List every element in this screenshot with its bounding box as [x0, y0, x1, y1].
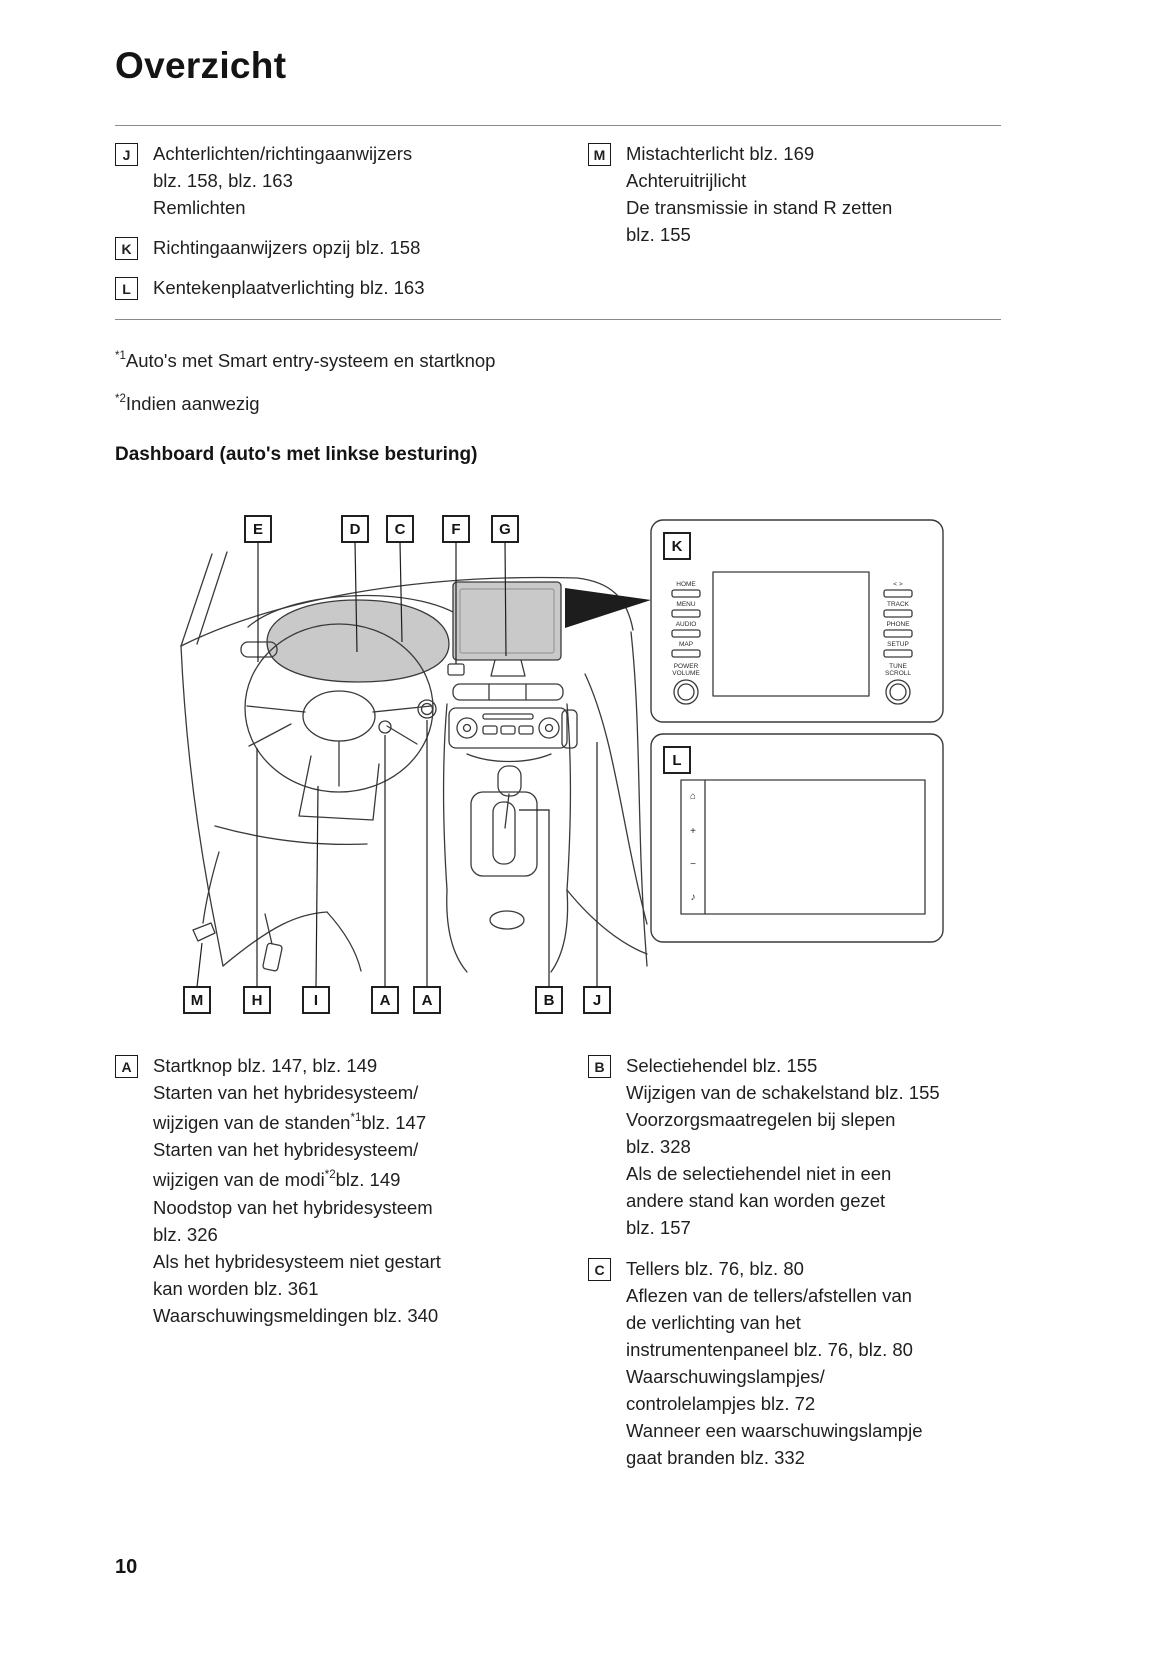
- page-number: 10: [115, 1556, 138, 1578]
- text-line: Selectiehendel blz. 155: [626, 1055, 818, 1077]
- text-line: Achteruitrijlicht: [626, 170, 747, 191]
- legend-item-l: [115, 274, 588, 301]
- dashboard-figure: [115, 494, 1001, 1034]
- legend-key-box: B: [588, 1055, 611, 1078]
- gear-shifter: [444, 704, 571, 972]
- callout-letter: E: [252, 521, 264, 539]
- page-title: Overzicht: [115, 45, 287, 86]
- legend-key-box: M: [588, 143, 611, 166]
- text-line: De transmissie in stand R zetten: [626, 197, 893, 218]
- text-line: blz. 157: [626, 1217, 691, 1239]
- callout-letter: M: [190, 992, 204, 1010]
- audio-button-label: MENU: [676, 601, 696, 609]
- callout-box-c: [387, 516, 413, 542]
- text-line: Voorzorgsmaatregelen bij slepen: [626, 1109, 896, 1131]
- text-line: Remlichten: [153, 197, 246, 218]
- legend-item-text: [626, 140, 892, 248]
- text-line: Starten van het hybridesysteem/: [153, 1082, 419, 1104]
- text-line: Mistachterlicht blz. 169: [626, 143, 815, 164]
- legend-item-b: [588, 1052, 1001, 1241]
- legend-key-box: K: [115, 237, 138, 260]
- text-line: blz. 326: [153, 1223, 218, 1245]
- top-legend-left-column: [115, 140, 588, 301]
- footnote-1: [115, 344, 1001, 374]
- text-line: Als de selectiehendel niet in een: [626, 1163, 892, 1185]
- legend-item-text: [153, 274, 425, 301]
- footnote-ref: *2: [324, 1169, 336, 1182]
- callout-letter: L: [672, 752, 682, 770]
- text-line: Aflezen van de tellers/afstellen van: [626, 1285, 912, 1307]
- instrument-cluster: [267, 600, 449, 682]
- callout-bottom-row: [184, 987, 610, 1013]
- audio-button-label: SETUP: [887, 641, 909, 649]
- bottom-legend-right-column: [588, 1052, 1001, 1471]
- audio-note-icon: ♪: [690, 892, 696, 904]
- legend-item-text: [626, 1052, 940, 1241]
- magnifier-wedge: [565, 588, 651, 628]
- home-icon: ⌂: [689, 791, 697, 803]
- legend-key-box: L: [115, 277, 138, 300]
- callout-letter: J: [592, 992, 602, 1010]
- callout-box-g: [492, 516, 518, 542]
- footnote-ref: *1: [350, 1112, 362, 1125]
- text-line: kan worden blz. 361: [153, 1277, 319, 1299]
- callout-box-a1: [372, 987, 398, 1013]
- callout-box-k: [664, 533, 690, 559]
- callout-letter: B: [543, 992, 555, 1010]
- callout-letter: A: [379, 992, 391, 1010]
- callout-box-j: [584, 987, 610, 1013]
- callout-letter: I: [313, 992, 319, 1010]
- top-legend: [115, 126, 1001, 319]
- callout-box-m: [184, 987, 210, 1013]
- text-segment: wijzigen van de modi: [153, 1169, 325, 1191]
- text-line: Starten van het hybridesysteem/: [153, 1139, 419, 1161]
- audio-unit: [449, 708, 567, 762]
- text-line: blz. 328: [626, 1136, 691, 1158]
- callout-box-e: [245, 516, 271, 542]
- callout-box-h: [244, 987, 270, 1013]
- callout-letter: A: [421, 992, 433, 1010]
- text-line: [153, 1106, 441, 1136]
- tune-knob-label: TUNE: [889, 663, 907, 671]
- callout-letter: G: [499, 521, 511, 539]
- tune-knob-label: SCROLL: [884, 670, 912, 678]
- text-line: Noodstop van het hybridesysteem: [153, 1196, 433, 1218]
- text-line: Wanneer een waarschuwingslampje: [626, 1420, 923, 1442]
- callout-box-i: [303, 987, 329, 1013]
- legend-key-box: C: [588, 1258, 611, 1281]
- audio-button-label: MAP: [678, 641, 694, 649]
- footnote-2: [115, 387, 1001, 417]
- text-segment: blz. 149: [335, 1169, 401, 1191]
- dashboard-figure-container: [115, 494, 1001, 1034]
- text-line: Wijzigen van de schakelstand blz. 155: [626, 1082, 940, 1104]
- inset-audio-panel: [651, 520, 943, 722]
- legend-item-k: [115, 234, 588, 261]
- callout-letter: F: [451, 521, 461, 539]
- text-line: Startknop blz. 147, blz. 149: [153, 1055, 378, 1077]
- footnotes: [115, 344, 1001, 417]
- text-line: Tellers blz. 76, blz. 80: [626, 1258, 804, 1280]
- top-legend-right-column: [588, 140, 1001, 301]
- legend-item-text: [626, 1255, 923, 1471]
- legend-item-m: [588, 140, 1001, 248]
- callout-letter: C: [394, 521, 406, 539]
- callout-top-row: [245, 516, 518, 542]
- callout-letter: H: [251, 992, 263, 1010]
- text-line: blz. 155: [626, 224, 691, 245]
- legend-item-c: [588, 1255, 1001, 1471]
- text-line: blz. 158, blz. 163: [153, 170, 293, 191]
- legend-item-j: [115, 140, 588, 221]
- text-segment: wijzigen van de standen: [153, 1112, 351, 1134]
- bottom-legend: [115, 1052, 1001, 1471]
- center-display: [453, 582, 561, 676]
- center-vents: [453, 684, 563, 700]
- text-line: instrumentenpaneel blz. 76, blz. 80: [626, 1339, 913, 1361]
- callout-letter: K: [671, 538, 683, 556]
- volume-knob-label: VOLUME: [672, 670, 700, 678]
- legend-key-box: A: [115, 1055, 138, 1078]
- audio-button-label: TRACK: [886, 601, 910, 609]
- legend-item-text: [153, 1052, 441, 1328]
- audio-button-label: AUDIO: [675, 621, 697, 629]
- footnote-text: Indien aanwezig: [125, 393, 260, 415]
- text-line: Waarschuwingsmeldingen blz. 340: [153, 1304, 439, 1326]
- hazard-switch: [448, 664, 464, 675]
- text-line: de verlichting van het: [626, 1312, 801, 1334]
- text-line: Kentekenplaatverlichting blz. 163: [153, 277, 425, 298]
- text-line: Als het hybridesysteem niet gestart: [153, 1250, 441, 1272]
- text-line: Waarschuwingslampjes/: [626, 1366, 825, 1388]
- text-line: Richtingaanwijzers opzij blz. 158: [153, 237, 421, 258]
- inset-touchscreen-panel: [651, 734, 943, 942]
- callout-box-l: [664, 747, 690, 773]
- footnote-marker: *1: [115, 350, 126, 362]
- callout-box-f: [443, 516, 469, 542]
- callout-box-a2: [414, 987, 440, 1013]
- footnote-marker: *2: [115, 393, 126, 406]
- audio-button-label: PHONE: [886, 621, 910, 629]
- text-line: andere stand kan worden gezet: [626, 1190, 886, 1212]
- plus-icon: +: [690, 826, 696, 838]
- legend-item-text: [153, 140, 412, 221]
- audio-button-label: < >: [893, 581, 903, 589]
- divider-bottom: [115, 319, 1001, 320]
- legend-key-box: J: [115, 143, 138, 166]
- text-line: Achterlichten/richtingaanwijzers: [153, 143, 413, 164]
- section-heading: Dashboard (auto's met linkse besturing): [115, 444, 478, 466]
- text-line: controlelampjes blz. 72: [626, 1393, 816, 1415]
- audio-button-label: HOME: [676, 581, 696, 589]
- callout-box-d: [342, 516, 368, 542]
- bottom-legend-left-column: [115, 1052, 588, 1471]
- text-segment: blz. 147: [361, 1112, 427, 1134]
- footnote-text: Auto's met Smart entry-systeem en startknop: [125, 350, 496, 372]
- callout-letter: D: [349, 521, 361, 539]
- page-content: [115, 0, 1001, 1471]
- legend-item-text: [153, 234, 420, 261]
- callout-box-b: [536, 987, 562, 1013]
- minus-icon: −: [690, 859, 696, 871]
- text-line: gaat branden blz. 332: [626, 1447, 805, 1469]
- text-line: [153, 1163, 441, 1193]
- volume-knob-label: POWER: [673, 663, 699, 671]
- legend-item-a: [115, 1052, 588, 1328]
